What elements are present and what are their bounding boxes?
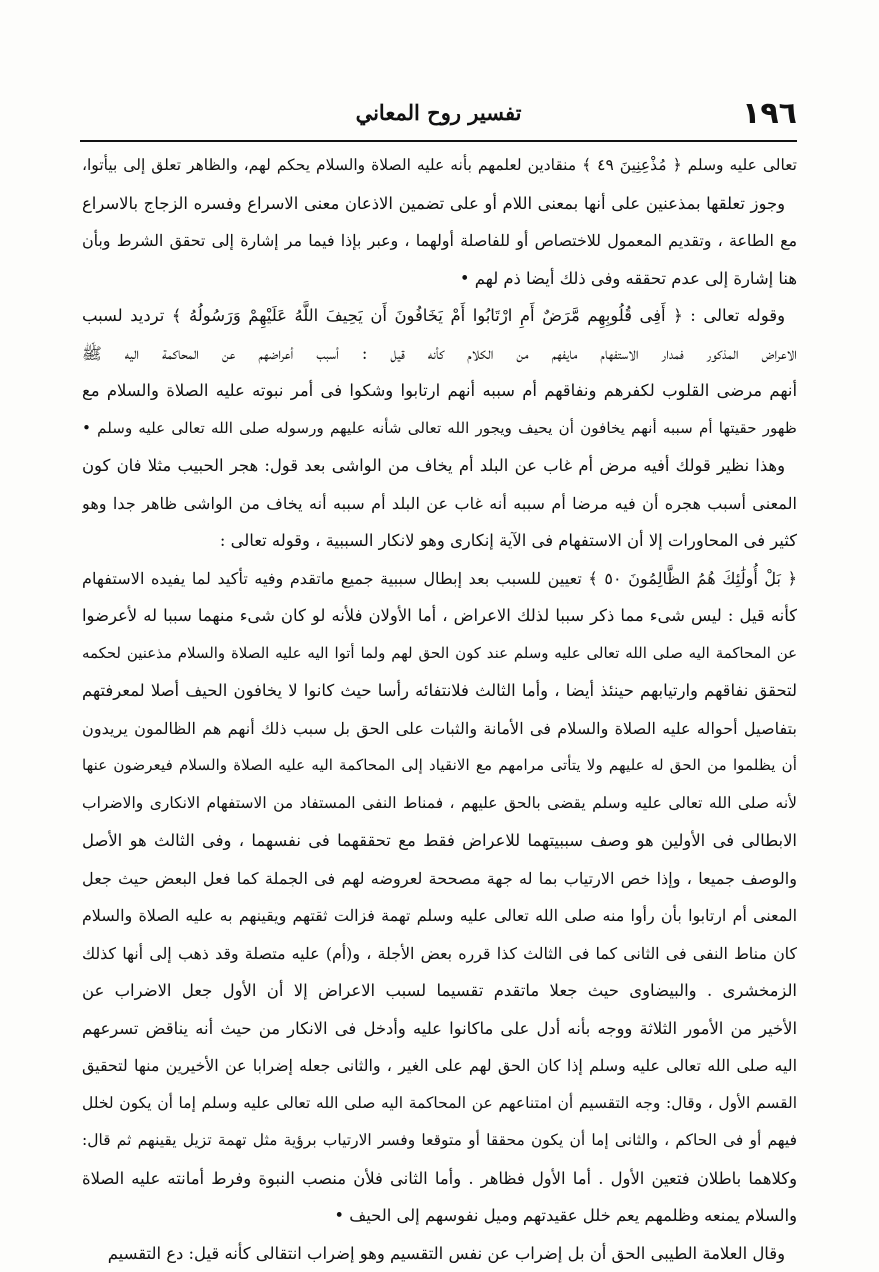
text-line: والوصف جميعا ، وإذا خص الارتياب بما له جهة مصححة لعروضه لهم فى الجملة كما فعل البعض حيث جعل bbox=[82, 860, 797, 898]
text-line: كثير فى المحاورات إلا أن الاستفهام فى الآية إنكارى وهو لانكار السببية ، وقوله تعالى : bbox=[82, 522, 797, 560]
text-line: الاعراض المذكور فمدار الاستفهام مايفهم من الكلام كأنه قيل : أسبب أعراضهم عن المحاكمة اليه ﷺ bbox=[82, 335, 797, 373]
text-line: ﴿ بَلْ أُولَٰئِكَ هُمُ الظَّالِمُونَ ٥٠ ﴾ تعيين للسبب بعد إبطال سببية جميع ماتقدم وفيه تأكيد لما يفيده الاستفهام bbox=[82, 560, 797, 598]
text-line: وكلاهما باطلان فتعين الأول . أما الأول فظاهر . وأما الثانى فلأن منصب النبوة وفرط أمانته عليه الصلاة bbox=[82, 1160, 797, 1198]
text-line: وقوله تعالى : ﴿ أَفِى قُلُوبِهِم مَّرَضٌ أَمِ ارْتَابُوا أَمْ يَخَافُونَ أَن يَحِيفَ اللَّهُ عَلَيْهِمْ وَرَسُولُهُ ﴾ ترديد لسبب bbox=[82, 297, 797, 335]
running-title: تفسير روح المعاني bbox=[80, 100, 797, 125]
text-line: أنهم مرضى القلوب لكفرهم ونفاقهم أم سببه أنهم ارتابوا وشكوا فى أمر نبوته عليه الصلاة والسلام مع bbox=[82, 372, 797, 410]
text-line: الزمخشرى . والبيضاوى حيث جعلا ماتقدم تقسيما لسبب الاعراض إلا أن الأول جعل الاضراب عن bbox=[82, 972, 797, 1010]
text-line: القسم الأول ، وقال: وجه التقسيم أن امتناعهم عن المحاكمة اليه صلى الله تعالى عليه وسلم إما أن يكون لخلل bbox=[82, 1085, 797, 1123]
text-line: الأخير من الأمور الثلاثة ووجه بأنه أدل على ماكانوا عليه وأدخل فى الانكار من حيث أنه يناقض تسرعهم bbox=[82, 1010, 797, 1048]
page-number: ١٩٦ bbox=[742, 96, 797, 131]
text-line: والسلام يمنعه وظلمهم يعم خلل عقيدتهم وميل نفوسهم إلى الحيف • bbox=[82, 1197, 797, 1235]
text-line: وهذا نظير قولك أفيه مرض أم غاب عن البلد أم يخاف من الواشى بعد قول: هجر الحبيب مثلا فان كون bbox=[82, 447, 797, 485]
text-line: الابطالى فى الأولين هو وصف سببيتهما للاعراض فقط مع تحققهما فى نفسهما ، وفى الثالث هو الأصل bbox=[82, 822, 797, 860]
text-line: مع الطاعة ، وتقديم المعمول للاختصاص أو للفاصلة أولهما ، وعبر بإذا فيما مر إشارة إلى تحقق الشرط وبأن bbox=[82, 222, 797, 260]
text-line: المعنى أم ارتابوا بأن رأوا منه صلى الله تعالى عليه وسلم تهمة فزالت ثقتهم ويقينهم به عليه الصلاة والسلام bbox=[82, 897, 797, 935]
text-line: لتحقق نفاقهم وارتيابهم حينئذ أيضا ، وأما الثالث فلانتفائه رأسا حيث كانوا لا يخافون الحيف أصلا لمعرفتهم bbox=[82, 672, 797, 710]
text-line: وجوز تعلقها بمذعنين على أنها بمعنى اللام أو على تضمين الاذعان معنى الاسراع وفسره الزجاج بالاسراع bbox=[82, 185, 797, 223]
text-line: أن يظلموا من الحق له عليهم ولا يتأتى مرامهم مع الانقياد إلى المحاكمة اليه عليه الصلاة والسلام فيعرضون عنها bbox=[82, 747, 797, 785]
text-line: كأنه قيل : ليس شىء مما ذكر سببا لذلك الاعراض ، أما الأولان فلأنه لو كان شىء منهما سببا له لأعرضوا bbox=[82, 597, 797, 635]
text-line: وقال العلامة الطيبى الحق أن بل إضراب عن نفس التقسيم وهو إضراب انتقالى كأنه قيل: دع التقسيم bbox=[82, 1235, 797, 1272]
text-line: اليه صلى الله تعالى عليه وسلم إذا كان الحق لهم على الغير ، والثانى جعله إضرابا عن الأخيرين منها لتحقيق bbox=[82, 1047, 797, 1085]
text-line: تعالى عليه وسلم ﴿ مُذْعِنِينَ ٤٩ ﴾ منقادين لعلمهم بأنه عليه الصلاة والسلام يحكم لهم، والظاهر تعلق إلى بيأتوا، bbox=[82, 147, 797, 185]
text-line: بتفاصيل أحواله عليه الصلاة والسلام فى الأمانة والثبات على الحق بل سبب ذلك أنهم هم الظالمون يريدون bbox=[82, 710, 797, 748]
text-line: المعنى أسبب هجره أن فيه مرضا أم سببه أنه غاب عن البلد أم سببه أنه يخاف من الواشى ظاهر جدا وهو bbox=[82, 485, 797, 523]
header-divider bbox=[80, 140, 797, 142]
text-line: كان مناط النفى فى الثانى كما فى الثالث كذا قرره بعض الأجلة ، و(أم) عليه متصلة وقد ذهب إلى أنها كذلك bbox=[82, 935, 797, 973]
text-line: عن المحاكمة اليه صلى الله تعالى عليه وسلم عند كون الحق لهم ولما أتوا اليه عليه الصلاة والسلام مذعنين لحكمه bbox=[82, 635, 797, 673]
text-line: فيهم أو فى الحاكم ، والثانى إما أن يكون محققا أو متوقعا وفسر الارتياب برؤية مثل تهمة تزيل يقينهم ثم قال: bbox=[82, 1122, 797, 1160]
page-header bbox=[80, 96, 797, 140]
text-line: لأنه صلى الله تعالى عليه وسلم يقضى بالحق عليهم ، فمناط النفى المستفاد من الاستفهام الانكارى والاضراب bbox=[82, 785, 797, 823]
text-line: هنا إشارة إلى عدم تحققه وفى ذلك أيضا ذم لهم • bbox=[82, 260, 797, 298]
text-line: ظهور حقيتها أم سببه أنهم يخافون أن يحيف ويجور الله تعالى شأنه عليهم ورسوله صلى الله تعالى عليه وسلم • bbox=[82, 410, 797, 448]
body-text bbox=[82, 147, 797, 1204]
